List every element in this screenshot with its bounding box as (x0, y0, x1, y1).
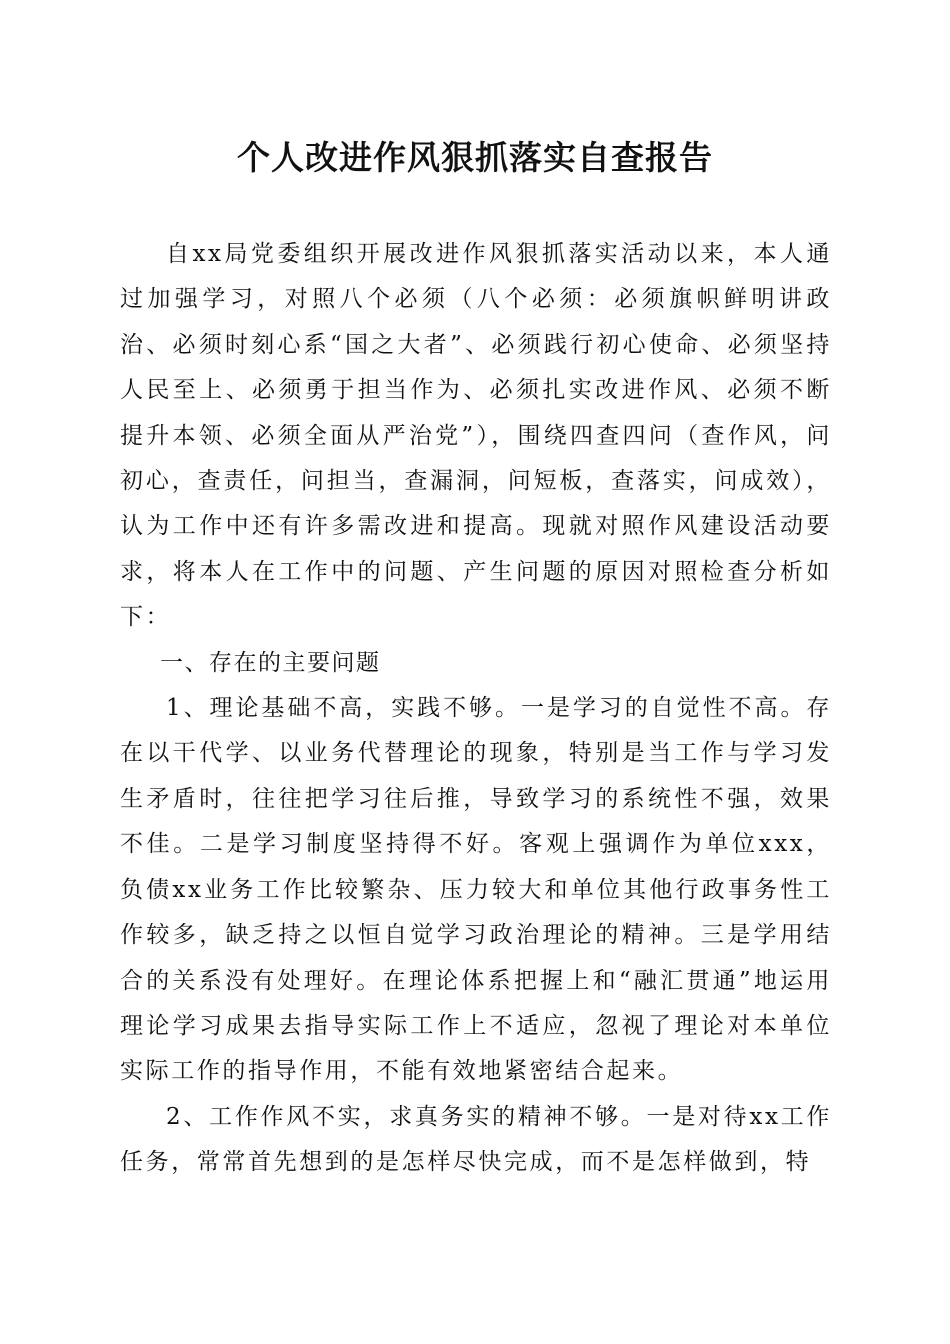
problem-paragraph-1: 1、理论基础不高，实践不够。一是学习的自觉性不高。存在以干代学、以业务代替理论的现象，特别是当工作与学习发生矛盾时，往往把学习往后推，导致学习的系统性不强，效果不佳。二是学习制度坚持得不好。客观上强调作为单位xxx，负债xx业务工作比较繁杂、压力较大和单位其他行政事务性工作较多，缺乏持之以恒自觉学习政治理论的精神。三是学用结合的关系没有处理好。在理论体系把握上和“融汇贯通”地运用理论学习成果去指导实际工作上不适应，忽视了理论对本单位实际工作的指导作用，不能有效地紧密结合起来。 (120, 695, 832, 1085)
document-title: 个人改进作风狠抓落实自查报告 (237, 138, 713, 177)
section-heading-main-problems: 一、存在的主要问题 (160, 649, 381, 676)
document-body (120, 232, 832, 1186)
intro-paragraph: 自xx局党委组织开展改进作风狠抓落实活动以来，本人通过加强学习，对照八个必须（八个必须：必须旗帜鲜明讲政治、必须时刻心系“国之大者”、必须践行初心使命、必须坚持人民至上、必须勇于担当作为、必须扎实改进作风、必须不断提升本领、必须全面从严治党”），围绕四查四问（查作风，问初心，查责任，问担当，查漏洞，问短板，查落实，问成效），认为工作中还有许多需改进和提高。现就对照作风建设活动要求，将本人在工作中的问题、产生问题的原因对照检查分析如下： (120, 241, 832, 631)
problem-paragraph-2: 2、工作作风不实，求真务实的精神不够。一是对待xx工作任务，常常首先想到的是怎样尽快完成，而不是怎样做到，特 (120, 1103, 832, 1176)
